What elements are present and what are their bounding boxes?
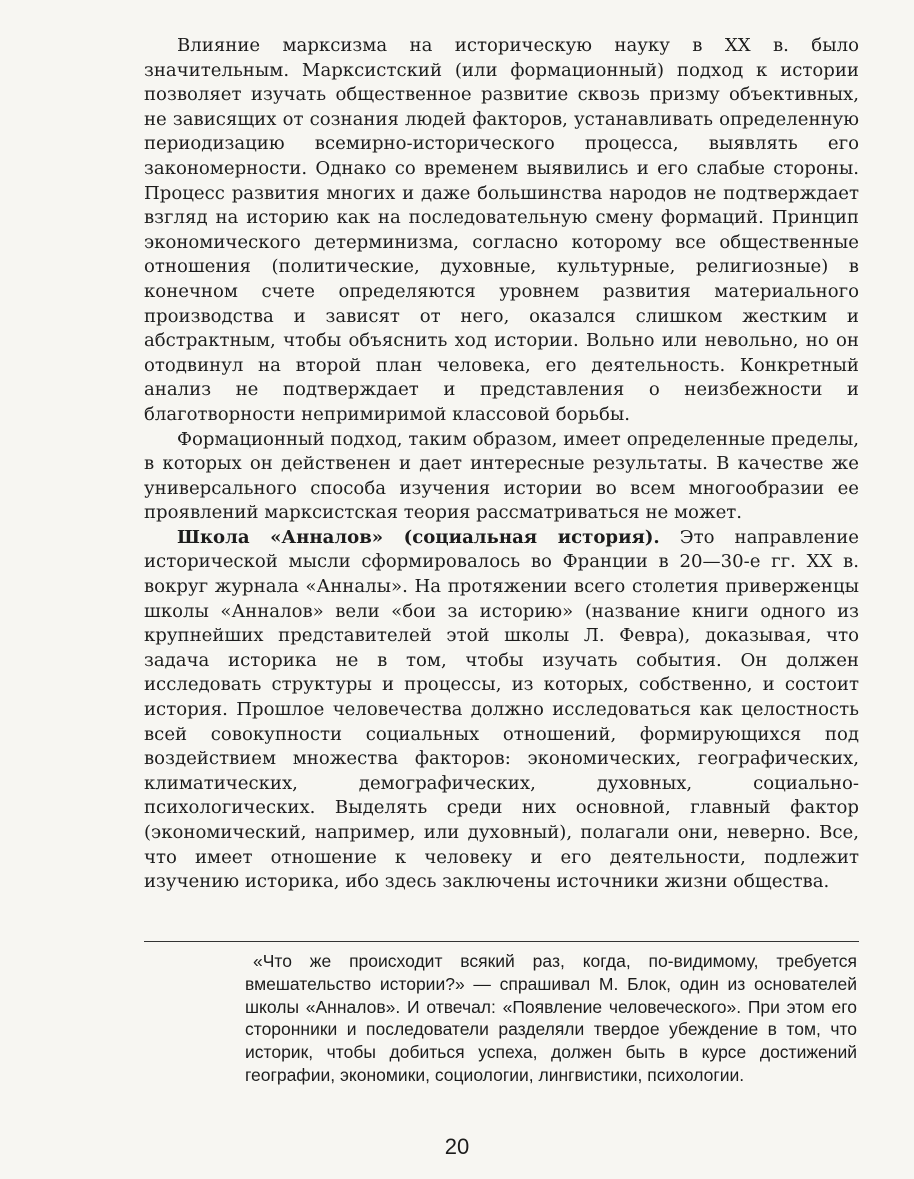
paragraph-text: Это направление исторической мысли сформировалось во Франции в 20—30-е гг. XX в. вокруг журнала «Анналы». На протяжении всего столетия приверженцы школы «Анналов» вели «бои за историю» (название книги одного из крупнейших представителей этой школы Л. Февра), доказывая, что задача историка не в том, чтобы изучать события. Он должен исследовать структуры и процессы, из которых, собственно, и состоит история. Прошлое человечества должно исследоваться как целостность всей совокупности социальных отношений, формирующихся под воздействием множества факторов: экономических, географических, климатических, демографических, духовных, социально-психологических. Выделять среди них основной, главный фактор (экономический, например, или духовный), полагали они, неверно. Все, что имеет отношение к человеку и его деятельности, подлежит изучению историка, ибо здесь заключены источники жизни общества. (144, 526, 860, 893)
paragraph-text: Формационный подход, таким образом, имеет определенные пределы, в которых он действенен и дает интересные результаты. В качестве же универсального способа изучения истории во всем многообразии ее проявлений марксистская теория рассматриваться не может. (144, 428, 859, 524)
footnote-divider (144, 941, 859, 942)
section-heading-annales: Школа «Анналов» (социальная история). (177, 526, 660, 548)
sidebar-note: «Что же происходит всякий раз, когда, по-видимому, требуется вмешательство истории?» — спрашивал М. Блок, один из основателей школы «Анналов». И отвечал: «Появление человеческого». При этом его сторонники и последователи разделяли твердое убеждение в том, что историк, чтобы добиться успеха, должен быть в курсе достижений географии, экономики, социологии, лингвистики, психологии. (245, 951, 857, 1085)
page-number: 20 (444, 1134, 470, 1159)
main-text (144, 34, 859, 895)
paragraph-annales-school (144, 526, 859, 895)
paragraph-text: Влияние марксизма на историческую науку в XX в. было значительным. Марксистский (или формационный) подход к истории позволяет изучать общественное развитие сквозь призму объективных, не зависящих от сознания людей факторов, устанавливать определенную периодизацию всемирно-исторического процесса, выявлять его закономерности. Однако со временем выявились и его слабые стороны. Процесс развития многих и даже большинства народов не подтверждает взгляд на историю как на последовательную смену формаций. Принцип экономического детерминизма, согласно которому все общественные отношения (политические, духовные, культурные, религиозные) в конечном счете определяются уровнем развития материального производства и зависят от него, оказался слишком жестким и абстрактным, чтобы объяснить ход истории. Вольно или невольно, но он отодвинул на второй план человека, его деятельность. Конкретный анализ не подтверждает и представления о неизбежности и благотворности непримиримой классовой борьбы. (144, 35, 859, 425)
paragraph-formation-approach-limits (144, 428, 859, 526)
paragraph-marxism-influence (144, 34, 859, 428)
